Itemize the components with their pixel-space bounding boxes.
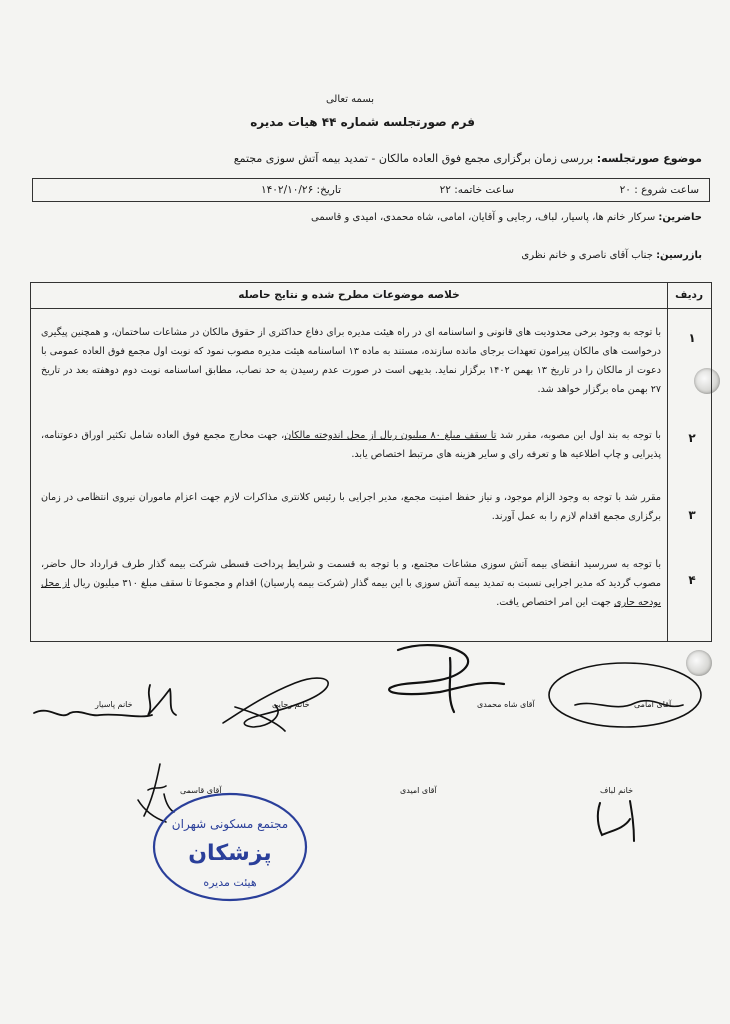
- signature-pasyar-icon: [30, 675, 180, 735]
- inspectors-line: [521, 250, 702, 261]
- row-4-underlined: از محل بودجه جاری: [40, 578, 661, 608]
- row-text-3: مقرر شد با توجه به وجود الزام موجود، و نیاز حفظ امنیت مجمع، مدیر اجرایی با رئیس کلانتری مذاکرات لازم جهت اعزام ماموران نیروی انتظامی در زمان برگزاری مجمع اقدام لازم را به عمل آورند.: [41, 492, 661, 522]
- meeting-info-box: [32, 178, 710, 202]
- signature-label-rajaei: خانم رجایی: [272, 700, 310, 709]
- stamp-line-1: مجتمع مسکونی شهران: [171, 817, 289, 831]
- subject-text: بررسی زمان برگزاری مجمع فوق العاده مالکان - تمدید بیمه آتش سوزی مجتمع: [233, 152, 594, 165]
- signature-rajaei-icon: [215, 665, 340, 735]
- row-number-1: ۱: [688, 331, 696, 345]
- stamp-line-2: پزشکان: [188, 841, 272, 866]
- minutes-table: [30, 282, 712, 642]
- row-text-1: با توجه به وجود برخی محدودیت های قانونی و اساسنامه ای در راه هیئت مدیره برای دفاع حداکثری از حقوق مالکان در مشاعات ساختمان، و همچنین پیگیری درخواست های مالکان پیرامون تعهدات برجای مانده سازنده، مستند به ماده ۱۳ اساسنامه هیئت مدیره مصوب نمود که نوبت اول مجمع فوق العاده عمومی با دعوت از مالکان را در تاریخ ۱۳ بهمن ۱۴۰۲ برگزار نماید. بدیهی است در صورت عدم رسیدن به حد نصاب، مطابق اساسنامه نوبت دوم دوهفته بعد در تاریخ ۲۷ بهمن ماه برگزار خواهد شد.: [41, 327, 661, 395]
- row-4-before: با توجه به سررسید انقضای بیمه آتش سوزی مشاعات مجتمع، و با توجه به قسمت و شرایط پرداخت قسطی شرکت بیمه گذار طرف قرارداد حال حاضر، مصوب گردید که مدیر اجرایی نسبت به تمدید بیمه آتش سوزی با این بیمه گذار (شرکت بیمه پارسیان) اقدام و مجموعا تا سقف مبلغ ۳۱۰ میلیون ریال: [41, 559, 661, 589]
- signature-label-shah-mohammadi: آقای شاه محمدی: [477, 700, 535, 709]
- table-header-divider: [31, 308, 711, 309]
- signature-labbaf-icon: [590, 795, 650, 845]
- inspectors-label: بازرسین:: [656, 250, 702, 261]
- signature-label-ghasemi: آقای قاسمی: [180, 786, 222, 795]
- meeting-date: تاریخ: ۱۴۰۲/۱۰/۲۶: [261, 184, 341, 196]
- attendees-label: حاضرین:: [658, 212, 702, 223]
- signature-label-labbaf: خانم لباف: [600, 786, 634, 795]
- end-time: ساعت خاتمه: ۲۲: [439, 184, 514, 196]
- row-text-4: [41, 555, 661, 612]
- column-header-summary: خلاصه موضوعات مطرح شده و نتایج حاصله: [238, 289, 460, 301]
- table-column-divider: [667, 283, 668, 641]
- signature-shah-mohammadi-icon: [380, 640, 510, 715]
- signature-label-pasyar: خانم پاسیار: [95, 700, 133, 709]
- signature-label-emami: آقای امامی: [634, 700, 672, 709]
- row-2-after: ، جهت مخارج مجمع فوق العاده شامل تکثیر اوراق دعوتنامه، پذیرایی و چاپ اطلاعیه ها و تعرفه رای و سایر هزینه های مرتبط اختصاص یابد.: [41, 430, 661, 460]
- column-header-row-number: ردیف: [675, 289, 703, 301]
- attendees-line: [232, 212, 702, 223]
- row-number-3: ۳: [688, 508, 696, 522]
- subject-line: [234, 152, 702, 165]
- basmala: بسمه تعالی: [325, 94, 375, 105]
- row-number-4: ۴: [688, 573, 696, 587]
- stamp-line-3: هیئت مدیره: [203, 876, 257, 889]
- attendees-text: سرکار خانم ها، پاسیار، لباف، رجایی و آقایان، امامی، شاه محمدی، امیدی و قاسمی: [311, 212, 656, 223]
- row-2-underlined: تا سقف مبلغ ۸۰ میلیون ریال از محل اندوخته مالکان: [284, 430, 497, 441]
- subject-label: موضوع صورتجلسه:: [596, 152, 702, 165]
- row-4-after: جهت این امر اختصاص یافت.: [496, 597, 614, 608]
- board-stamp: [150, 790, 310, 905]
- inspectors-text: جناب آقای ناصری و خانم نظری: [521, 250, 653, 261]
- start-time: ساعت شروع : ۲۰: [619, 184, 699, 196]
- row-text-2: [41, 426, 661, 464]
- row-2-before: با توجه به بند اول این مصوبه، مقرر شد: [496, 430, 661, 441]
- row-number-2: ۲: [688, 431, 696, 445]
- signature-label-omidi: آقای امیدی: [400, 786, 437, 795]
- signature-emami-icon: [545, 655, 705, 735]
- page-title: فرم صورتجلسه شماره ۴۴ هیات مدیره: [250, 115, 475, 129]
